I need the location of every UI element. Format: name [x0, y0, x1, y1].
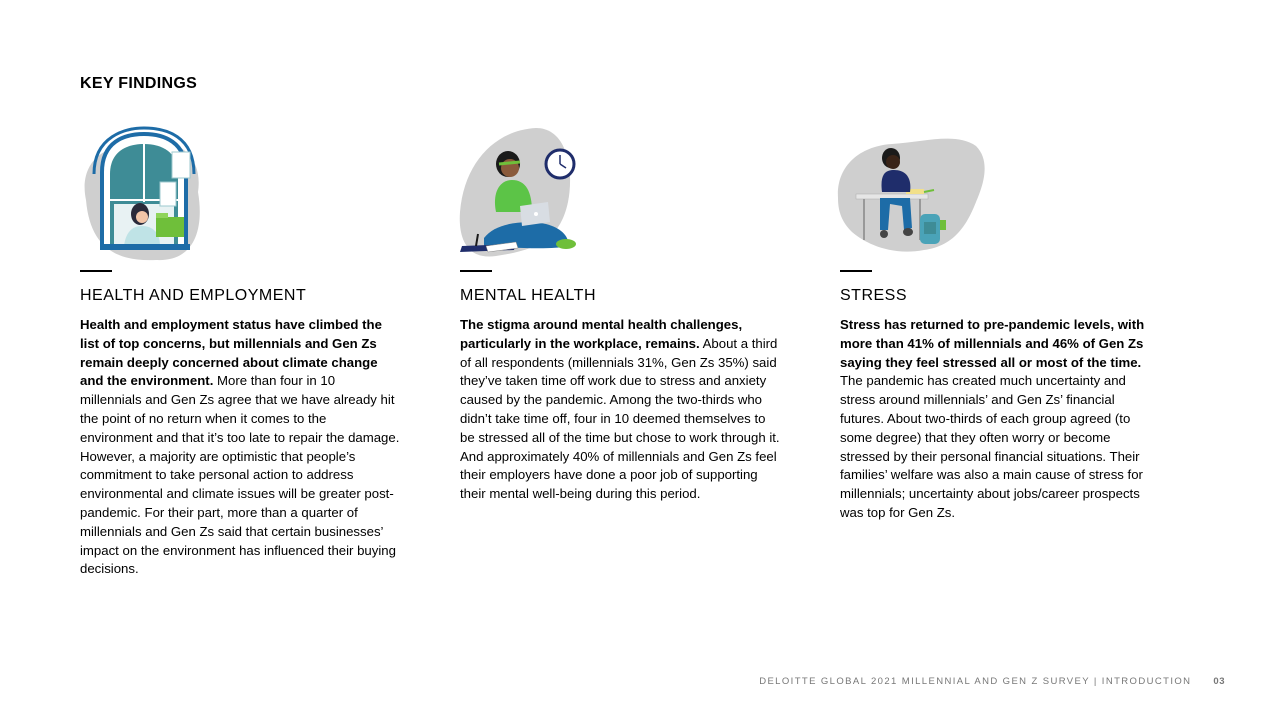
page-number: 03 — [1213, 676, 1225, 687]
section-lead: Stress has returned to pre-pandemic levels, with more than 41% of millennials and 46% of Gen Zs saying they feel stressed all or most of the time. — [840, 317, 1145, 370]
woman-at-window-icon — [76, 122, 226, 262]
section-title: HEALTH AND EMPLOYMENT — [80, 287, 307, 304]
section-lead: The stigma around mental health challenges, particularly in the workplace, remains. — [460, 317, 743, 351]
page-title: KEY FINDINGS — [80, 75, 198, 92]
section-lead: Health and employment status have climbed the list of top concerns, but millennials and Gen Zs remain deeply concerned about climate change and the environment. — [80, 317, 382, 389]
page-footer — [759, 676, 1225, 687]
section-body — [460, 316, 780, 504]
section-title: MENTAL HEALTH — [460, 287, 596, 304]
section-text: About a third of all respondents (millennials 31%, Gen Zs 35%) said they’ve taken time off work due to stress and anxiety caused by the pandemic. Among the two-thirds who didn’t take time off, four in 10 deemed themselves to be stressed all of the time but chose to work through it. And approximately 40% of millennials and Gen Zs feel their employers have done a poor job of supporting their mental well-being during this period. — [460, 335, 780, 502]
section-rule — [80, 270, 112, 272]
section-body — [80, 316, 400, 579]
section-title: STRESS — [840, 287, 908, 304]
section-body — [840, 316, 1160, 523]
footer-text: DELOITTE GLOBAL 2021 MILLENNIAL AND GEN Z SURVEY | INTRODUCTION — [759, 676, 1192, 687]
section-rule — [460, 270, 492, 272]
stressed-student-at-desk-icon — [836, 122, 986, 262]
section-text: More than four in 10 millennials and Gen Zs agree that we have already hit the point of no return when it comes to the environment and that it’s too late to repair the damage. However, a majority are optimistic that people’s commitment to take personal action to address environmental and climate issues will be greater post-pandemic. For their part, more than a quarter of millennials and Gen Zs said that certain businesses’ impact on the environment has influenced their buying decisions. — [80, 373, 400, 577]
person-with-laptop-icon — [456, 122, 606, 262]
section-rule — [840, 270, 872, 272]
section-text: The pandemic has created much uncertainty and stress around millennials’ and Gen Zs’ financial futures. About two-thirds of each group agreed (to some degree) that they often worry or become stressed by their personal financial situations. Their families’ welfare was also a main cause of stress for millennials; uncertainty about jobs/career prospects was top for Gen Zs. — [840, 373, 1143, 520]
